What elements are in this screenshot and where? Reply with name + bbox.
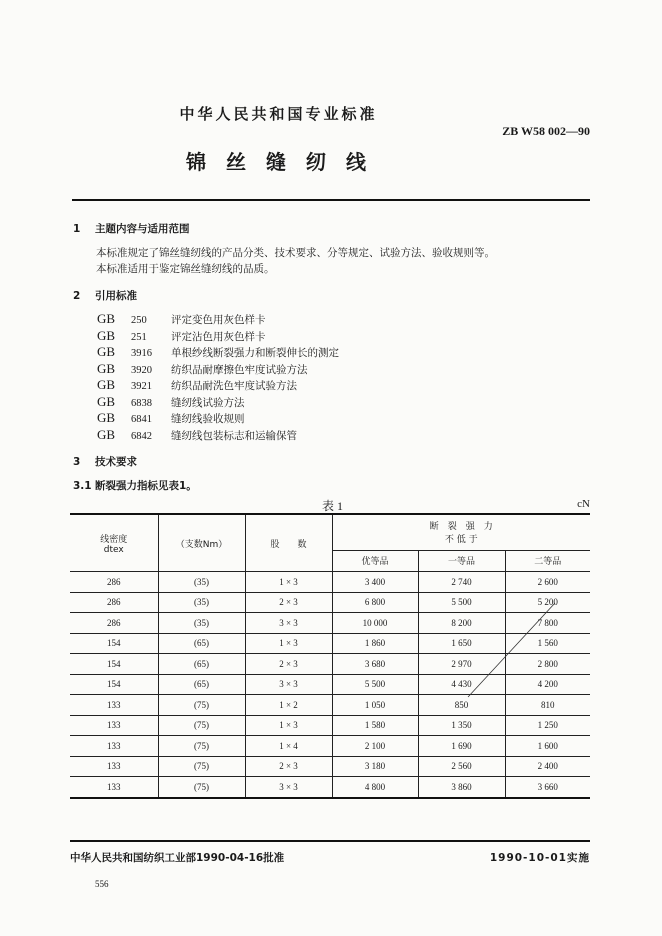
table-row [70, 756, 590, 777]
approval-note: 中华人民共和国纺织工业部1990-04-16批准 [70, 852, 285, 864]
table-cell: 4 800 [332, 777, 418, 798]
table-cell: 133 [70, 715, 158, 736]
table-cell: 3 660 [505, 777, 590, 798]
table-cell: 133 [70, 756, 158, 777]
section-3-1-heading: 3.1 断裂强力指标见表1。 [73, 480, 197, 492]
table-cell: 2 × 3 [245, 654, 332, 675]
table-cell: 154 [70, 654, 158, 675]
table-cell: (75) [158, 756, 245, 777]
reference-standard: GB 250 评定变色用灰色样卡 [97, 311, 266, 326]
table-cell: (35) [158, 613, 245, 634]
table-cell: 133 [70, 736, 158, 757]
table-cell: 286 [70, 613, 158, 634]
table-cell: 850 [418, 695, 505, 716]
table-cell: 3 × 3 [245, 613, 332, 634]
effective-date: 1990-10-01实施 [489, 852, 590, 864]
reference-standard: GB 3921 纺织品耐洗色牢度试验方法 [97, 377, 297, 392]
section-3-heading: 3 技术要求 [73, 456, 137, 468]
table-cell: 1 050 [332, 695, 418, 716]
header-grade: 优等品 [332, 550, 418, 571]
table-cell: (75) [158, 777, 245, 798]
document-title: 锦丝缝纫线 [186, 150, 386, 174]
table-cell: 3 400 [332, 572, 418, 593]
header-count: （支数Nm） [158, 514, 245, 572]
table-cell: 3 180 [332, 756, 418, 777]
table-cell: 154 [70, 633, 158, 654]
table-cell: (75) [158, 736, 245, 757]
table-cell: 1 650 [418, 633, 505, 654]
table-cell: 2 400 [505, 756, 590, 777]
table-cell: 5 500 [418, 592, 505, 613]
table-cell: 2 × 3 [245, 756, 332, 777]
table-cell: 1 × 3 [245, 715, 332, 736]
table-cell: (75) [158, 695, 245, 716]
header-grade: 二等品 [505, 550, 590, 571]
table-cell: 2 100 [332, 736, 418, 757]
table-cell: 133 [70, 777, 158, 798]
table-cell: 1 × 4 [245, 736, 332, 757]
table-cell: 1 600 [505, 736, 590, 757]
table-row [70, 715, 590, 736]
reference-standard: GB 6842 缝纫线包装标志和运输保管 [97, 426, 297, 442]
table-cell: 1 350 [418, 715, 505, 736]
table-row [70, 572, 590, 593]
table-cell: 3 × 3 [245, 674, 332, 695]
table-cell: 133 [70, 695, 158, 716]
table-cell: 1 690 [418, 736, 505, 757]
table-cell: (65) [158, 674, 245, 695]
table-cell: 6 800 [332, 592, 418, 613]
standard-code: ZB W58 002—90 [502, 124, 590, 138]
table-row [70, 736, 590, 757]
header-ply: 股 数 [245, 514, 332, 572]
table-cell: 2 × 3 [245, 592, 332, 613]
table-cell: 1 × 2 [245, 695, 332, 716]
issuing-org: 中华人民共和国专业标准 [179, 105, 378, 123]
header-density: 线密度 dtex [70, 514, 158, 572]
table-cell: 2 560 [418, 756, 505, 777]
table-caption: 表 1 [322, 499, 344, 513]
table-cell: 1 860 [332, 633, 418, 654]
table-cell: (65) [158, 654, 245, 675]
table-cell: 3 680 [332, 654, 418, 675]
reference-standard: GB 6838 缝纫线试验方法 [97, 393, 245, 409]
section-1-para: 本标准适用于鉴定锦丝缝纫线的品质。 [96, 263, 275, 275]
table-cell: 10 000 [332, 613, 418, 634]
section-1-heading: 1 主题内容与适用范围 [73, 223, 190, 235]
table-unit: cN [577, 498, 590, 510]
table-cell: 286 [70, 592, 158, 613]
table-cell: 2 970 [418, 654, 505, 675]
reference-standard: GB 6841 缝纫线验收规则 [97, 410, 245, 425]
table-cell: 5 200 [505, 592, 590, 613]
table-cell: 2 600 [505, 572, 590, 593]
table-cell: 4 430 [418, 674, 505, 695]
table-cell: 286 [70, 572, 158, 593]
table-cell: 1 560 [505, 633, 590, 654]
table-cell: 154 [70, 674, 158, 695]
table-cell: (35) [158, 592, 245, 613]
footer-rule [70, 840, 590, 842]
section-2-heading: 2 引用标准 [73, 290, 137, 302]
table-cell: (35) [158, 572, 245, 593]
table-cell: 4 200 [505, 674, 590, 695]
header-strength: 断 裂 强 力 不 低 于 [332, 514, 590, 550]
pen-mark [460, 595, 560, 705]
reference-standard: GB 251 评定沾色用灰色样卡 [97, 327, 266, 343]
page-number: 556 [95, 879, 109, 889]
reference-standard: GB 3920 纺织品耐摩擦色牢度试验方法 [97, 360, 308, 376]
table-cell: 3 × 3 [245, 777, 332, 798]
table-cell: (75) [158, 715, 245, 736]
header-rule [72, 199, 590, 201]
header-grade: 一等品 [418, 550, 505, 571]
table-cell: 8 200 [418, 613, 505, 634]
section-1-para: 本标准规定了锦丝缝纫线的产品分类、技术要求、分等规定、试验方法、验收规则等。 [96, 247, 495, 259]
table-cell: (65) [158, 633, 245, 654]
table-row [70, 777, 590, 798]
reference-standard: GB 3916 单根纱线断裂强力和断裂伸长的测定 [97, 344, 339, 359]
table-cell: 2 740 [418, 572, 505, 593]
table-cell: 7 800 [505, 613, 590, 634]
table-cell: 1 250 [505, 715, 590, 736]
table-cell: 1 × 3 [245, 572, 332, 593]
table-cell: 2 800 [505, 654, 590, 675]
table-cell: 1 580 [332, 715, 418, 736]
table-cell: 810 [505, 695, 590, 716]
table-cell: 1 × 3 [245, 633, 332, 654]
table-cell: 3 860 [418, 777, 505, 798]
table-cell: 5 500 [332, 674, 418, 695]
